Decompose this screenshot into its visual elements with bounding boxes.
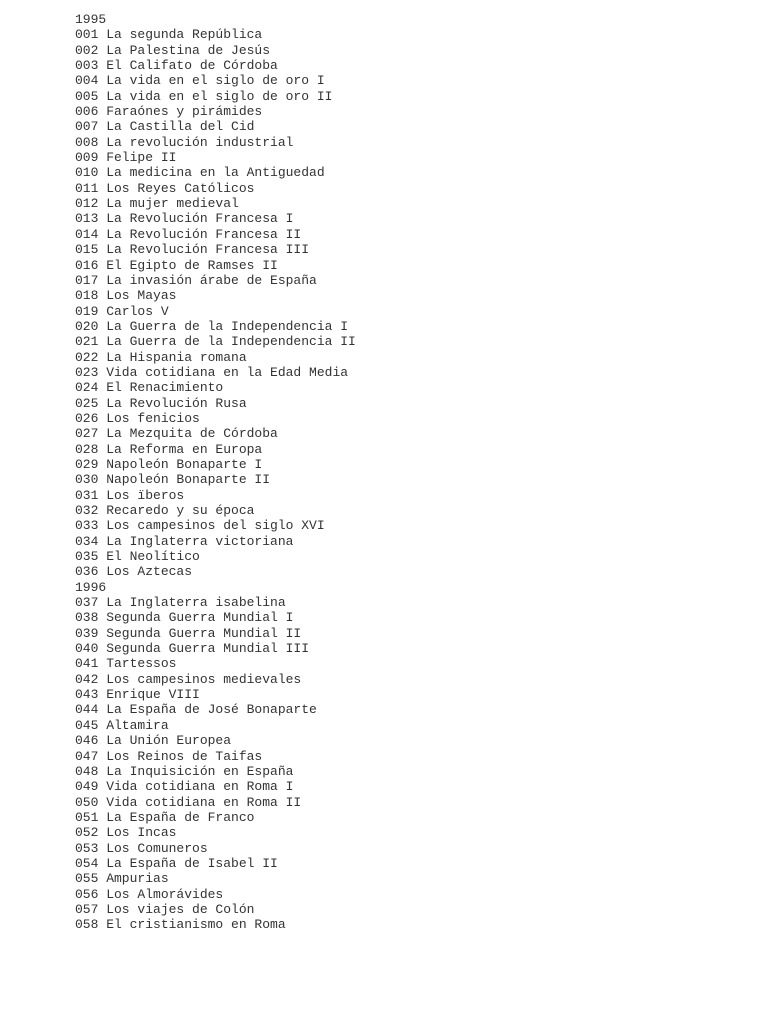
list-item: 016 El Egipto de Ramses II [75, 257, 278, 273]
list-item: 036 Los Aztecas [75, 564, 193, 580]
list-item: 045 Altamira [75, 717, 169, 733]
list-item: 056 Los Almorávides [75, 886, 224, 902]
list-item: 035 El Neolítico [75, 549, 200, 565]
list-item: 013 La Revolución Francesa I [75, 211, 294, 227]
list-item: 022 La Hispania romana [75, 349, 247, 365]
list-item: 009 Felipe II [75, 150, 177, 166]
list-item: 006 Faraónes y pirámides [75, 104, 263, 120]
list-item: 003 El Califato de Córdoba [75, 58, 278, 74]
list-item: 025 La Revolución Rusa [75, 395, 247, 411]
list-item: 027 La Mezquita de Córdoba [75, 426, 278, 442]
list-item: 020 La Guerra de la Independencia I [75, 318, 349, 334]
list-item: 042 Los campesinos medievales [75, 671, 302, 687]
list-item: 019 Carlos V [75, 303, 169, 319]
document-text-list [75, 12, 356, 933]
list-item: 017 La invasión árabe de España [75, 272, 317, 288]
list-item: 028 La Reforma en Europa [75, 441, 263, 457]
list-item: 023 Vida cotidiana en la Edad Media [75, 364, 349, 380]
list-item: 030 Napoleón Bonaparte II [75, 472, 271, 488]
list-item: 032 Recaredo y su época [75, 503, 255, 518]
list-item: 002 La Palestina de Jesús [75, 42, 271, 58]
list-item: 008 La revolución industrial [75, 134, 294, 150]
list-item: 026 Los fenicios [75, 410, 200, 426]
list-item: 029 Napoleón Bonaparte I [75, 456, 263, 472]
list-item: 004 La vida en el siglo de oro I [75, 73, 325, 89]
list-item: 041 Tartessos [75, 656, 177, 672]
list-item: 049 Vida cotidiana en Roma I [75, 779, 294, 795]
list-item: 037 La Inglaterra isabelina [75, 595, 286, 611]
list-item: 011 Los Reyes Católicos [75, 180, 255, 196]
list-item: 031 Los ïberos [75, 487, 185, 503]
list-item: 050 Vida cotidiana en Roma II [75, 794, 302, 810]
year-heading: 1996 [75, 579, 107, 595]
list-item: 048 La Inquisición en España [75, 763, 294, 779]
year-heading: 1995 [75, 12, 107, 27]
list-item: 043 Enrique VIII [75, 687, 200, 703]
list-item: 047 Los Reinos de Taifas [75, 748, 263, 764]
list-item: 005 La vida en el siglo de oro II [75, 88, 333, 104]
list-item: 039 Segunda Guerra Mundial II [75, 625, 302, 641]
list-item: 007 La Castilla del Cid [75, 119, 255, 135]
list-item: 018 Los Mayas [75, 288, 177, 304]
list-item: 012 La mujer medieval [75, 196, 239, 212]
list-item: 001 La segunda República [75, 27, 263, 43]
list-item: 051 La España de Franco [75, 809, 255, 825]
list-item: 038 Segunda Guerra Mundial I [75, 610, 294, 626]
list-item: 010 La medicina en la Antiguedad [75, 165, 325, 181]
list-item: 044 La España de José Bonaparte [75, 702, 317, 718]
list-item: 058 El cristianismo en Roma [75, 917, 286, 933]
list-item: 054 La España de Isabel II [75, 855, 278, 871]
list-item: 033 Los campesinos del siglo XVI [75, 518, 325, 534]
list-item: 057 Los viajes de Colón [75, 901, 255, 917]
list-item: 014 La Revolución Francesa II [75, 226, 302, 242]
list-item: 040 Segunda Guerra Mundial III [75, 641, 310, 657]
list-item: 024 El Renacimiento [75, 380, 224, 396]
list-item: 015 La Revolución Francesa III [75, 242, 310, 258]
list-item: 053 Los Comuneros [75, 840, 208, 856]
list-item: 046 La Unión Europea [75, 733, 232, 749]
list-item: 055 Ampurias [75, 871, 169, 887]
list-item: 052 Los Incas [75, 825, 177, 841]
list-item: 034 La Inglaterra victoriana [75, 533, 294, 549]
list-item: 021 La Guerra de la Independencia II [75, 334, 356, 350]
